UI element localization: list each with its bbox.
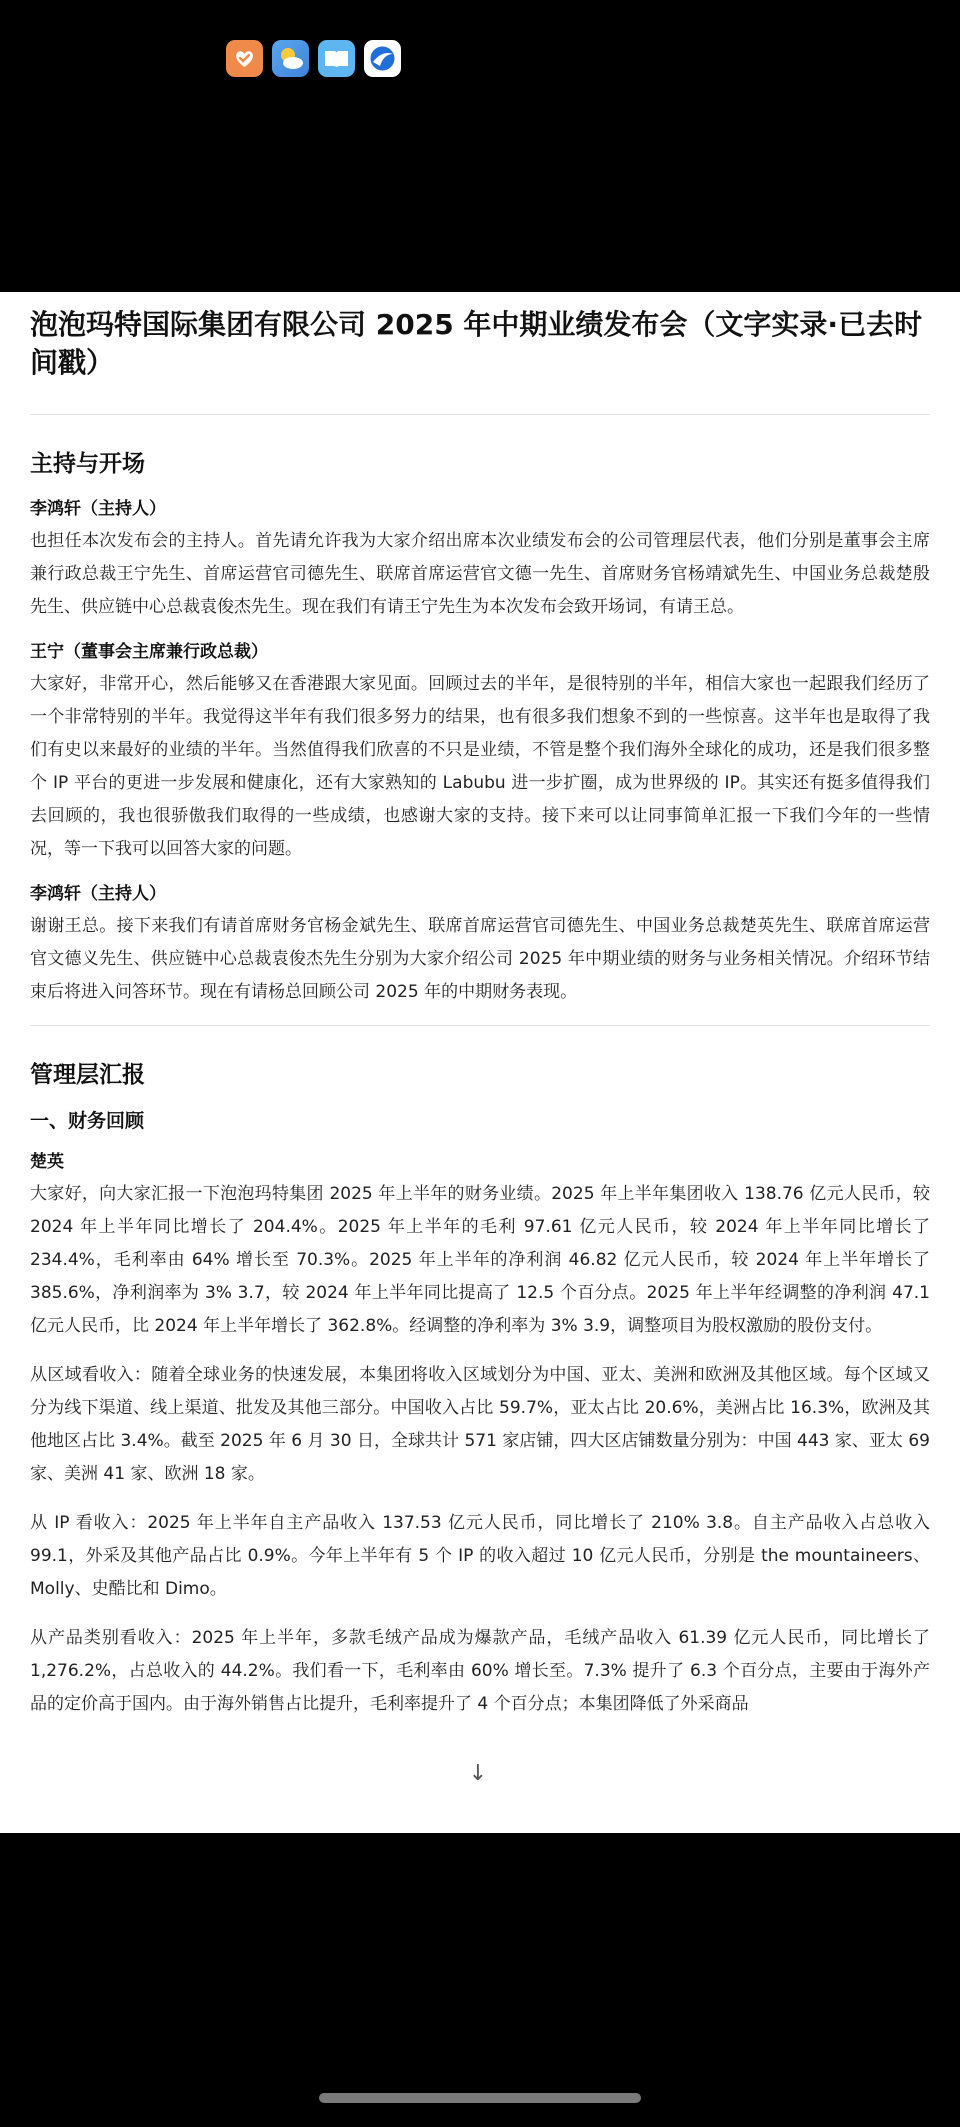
divider: [30, 414, 930, 415]
speech-paragraph: 谢谢王总。接下来我们有请首席财务官杨金斌先生、联席首席运营官司德先生、中国业务总裁楚英先生、联席首席运营官文德义先生、供应链中心总裁袁俊杰先生分别为大家介绍公司 2025 年中期业绩的财务与业务相关情况。介绍环节结束后将进入问答环节。现在有请杨总回顾公司 2025 年的中期财务表现。: [30, 916, 930, 1002]
report-paragraph: 从产品类别看收入：2025 年上半年，多款毛绒产品成为爆款产品，毛绒产品收入 61.39 亿元人民币，同比增长了 1,276.2%，占总收入的 44.2%。我们看一下，毛利率由 60% 增长至。7.3% 提升了 6.3 个百分点，主要由于海外产品的定价高于国内。由于海外销售占比提升，毛利率提升了 4 个百分点；本集团降低了外采商品: [30, 1628, 930, 1714]
document-page[interactable]: [0, 292, 960, 1833]
health-icon[interactable]: [226, 40, 263, 77]
weather-icon[interactable]: [272, 40, 309, 77]
subsection-title-finance: 一、财务回顾: [30, 1110, 145, 1132]
speaker-name: 王宁（董事会主席兼行政总裁）: [30, 642, 268, 662]
report-paragraph: 大家好，向大家汇报一下泡泡玛特集团 2025 年上半年的财务业绩。2025 年上半年集团收入 138.76 亿元人民币，较 2024 年上半年同比增长了 204.4%。2025 年上半年的毛利 97.61 亿元人民币，较 2024 年上半年同比增长了 234.4%，毛利率由 64% 增长至 70.3%。2025 年上半年的净利润 46.82 亿元人民币，较 2024 年上半年增长了 385.6%，净利润率为 3% 3.7，较 2024 年上半年同比提高了 12.5 个百分点。2025 年上半年经调整的净利润 47.1 亿元人民币，比 2024 年上半年增长了 362.8%。经调整的净利率为 3% 3.9，调整项目为股权激励的股份支付。: [30, 1184, 930, 1336]
speaker-name: 李鸿轩（主持人）: [30, 499, 166, 519]
speaker-name: 李鸿轩（主持人）: [30, 884, 166, 904]
speech-paragraph: 也担任本次发布会的主持人。首先请允许我为大家介绍出席本次业绩发布会的公司管理层代表，他们分别是董事会主席兼行政总裁王宁先生、首席运营官司德先生、联席首席运营官文德一先生、首席财务官杨靖斌先生、中国业务总裁楚殷先生、供应链中心总裁袁俊杰先生。现在我们有请王宁先生为本次发布会致开场词，有请王总。: [30, 531, 930, 617]
app-dock: [226, 40, 401, 77]
books-icon[interactable]: [318, 40, 355, 77]
top-black-area: [0, 0, 960, 292]
document-title: 泡泡玛特国际集团有限公司 2025 年中期业绩发布会（文字实录·已去时间戳）: [30, 308, 923, 379]
section-title-management: 管理层汇报: [30, 1062, 145, 1088]
report-paragraph: 从 IP 看收入：2025 年上半年自主产品收入 137.53 亿元人民币，同比增长了 210% 3.8。自主产品收入占总收入 99.1，外采及其他产品占比 0.9%。今年上半年有 5 个 IP 的收入超过 10 亿元人民币，分别是 the mountaineers、Molly、史酷比和 Dimo。: [30, 1513, 930, 1599]
browser-icon[interactable]: [364, 40, 401, 77]
bottom-black-area: [0, 1833, 960, 2127]
section-title-opening: 主持与开场: [30, 451, 145, 477]
divider: [30, 1025, 930, 1026]
report-paragraph: 从区域看收入：随着全球业务的快速发展，本集团将收入区域划分为中国、亚太、美洲和欧洲及其他区域。每个区域又分为线下渠道、线上渠道、批发及其他三部分。中国收入占比 59.7%，亚太占比 20.6%，美洲占比 16.3%，欧洲及其他地区占比 3.4%。截至 2025 年 6 月 30 日，全球共计 571 家店铺，四大区店铺数量分别为：中国 443 家、亚太 69 家、美洲 41 家、欧洲 18 家。: [30, 1365, 930, 1484]
home-indicator[interactable]: [319, 2093, 641, 2103]
speech-paragraph: 大家好，非常开心，然后能够又在香港跟大家见面。回顾过去的半年，是很特别的半年，相信大家也一起跟我们经历了一个非常特别的半年。我觉得这半年有我们很多努力的结果，也有很多我们想象不到的一些惊喜。这半年也是取得了我们有史以来最好的业绩的半年。当然值得我们欣喜的不只是业绩，不管是整个我们海外全球化的成功，还是我们很多整个 IP 平台的更进一步发展和健康化，还有大家熟知的 Labubu 进一步扩圈，成为世界级的 IP。其实还有挺多值得我们去回顾的，我也很骄傲我们取得的一些成绩，也感谢大家的支持。接下来可以让同事简单汇报一下我们今年的一些情况，等一下我可以回答大家的问题。: [30, 674, 930, 859]
speaker-name: 楚英: [30, 1152, 64, 1172]
scroll-down-icon[interactable]: ↓: [468, 1761, 488, 1786]
